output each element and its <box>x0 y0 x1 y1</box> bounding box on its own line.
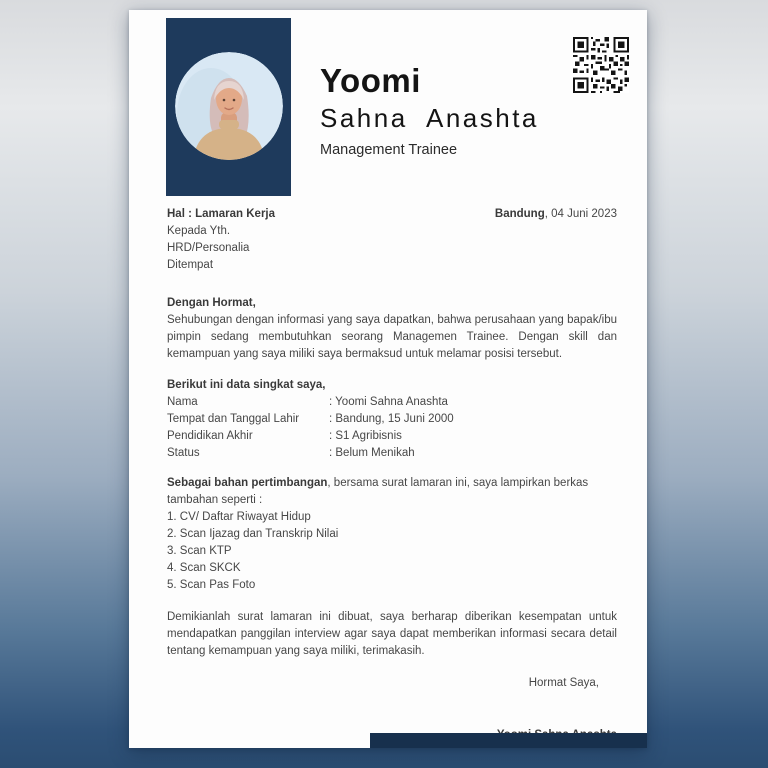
attachments-lead-bold: Sebagai bahan pertimbangan <box>167 477 328 489</box>
subject-line: Hal : Lamaran Kerja <box>167 208 276 220</box>
bio-label: Tempat dan Tanggal Lahir <box>167 413 300 425</box>
attachment-item: 3. Scan KTP <box>167 545 232 557</box>
recipient-line: Kepada Yth. <box>167 225 231 237</box>
place-date-line <box>495 206 617 223</box>
bio-label: Pendidikan Akhir <box>167 430 253 442</box>
letter-body <box>167 206 617 744</box>
attachment-item: 5. Scan Pas Foto <box>167 579 256 591</box>
bio-row <box>167 428 617 445</box>
attachment-item: 2. Scan Ijazag dan Transkrip Nilai <box>167 528 339 540</box>
bio-intro: Berikut ini data singkat saya, <box>167 379 326 391</box>
attachments-lead-rest: , bersama surat lamaran ini, saya lampirkan berkas tambahan seperti : <box>167 477 589 506</box>
recipient-line: Ditempat <box>167 259 214 271</box>
qr-code-icon <box>573 37 629 93</box>
salutation: Dengan Hormat, <box>167 297 256 309</box>
closing-paragraph: Demikianlah surat lamaran ini dibuat, saya berharap diberikan kesempatan untuk mendapatkan panggilan interview agar saya dapat memberikan informasi secara detail tentang kemampuan yang saya miliki, terimakasih. <box>167 611 617 657</box>
attachments-lead <box>167 475 617 509</box>
bio-row <box>167 445 617 462</box>
profile-photo-illustration <box>175 52 283 160</box>
footer-accent-bar <box>370 733 647 748</box>
opening-section <box>167 295 617 363</box>
letter-page <box>129 10 647 748</box>
bio-value: : Yoomi Sahna Anashta <box>329 396 448 408</box>
bio-value: : Belum Menikah <box>329 447 415 459</box>
place: Bandung <box>494 208 545 220</box>
bio-row <box>167 394 617 411</box>
first-name: Yoomi <box>320 62 421 99</box>
photo-header-block <box>166 18 291 196</box>
bio-value: : Bandung, 15 Juni 2000 <box>329 413 454 425</box>
closing-salutation: Hormat Saya, <box>528 677 599 689</box>
opening-paragraph: Sehubungan dengan informasi yang saya dapatkan, bahwa perusahaan yang bapak/ibu pimpin sedang membutuhkan seorang Managemen Trainee. Dengan skill dan kemampuan yang saya miliki saya bermaksud untuk melamar posisi tersebut. <box>167 314 617 360</box>
recipient-line: HRD/Personalia <box>167 242 250 254</box>
bio-label: Status <box>167 447 200 459</box>
subject-row <box>167 206 617 223</box>
last-name: Sahna Anashta <box>320 103 539 133</box>
date: , 04 Juni 2023 <box>544 208 617 220</box>
job-title: Management Trainee <box>320 142 458 158</box>
name-header <box>320 62 539 158</box>
bio-section <box>167 377 617 462</box>
bio-value: : S1 Agribisnis <box>329 430 402 442</box>
attachment-item: 1. CV/ Daftar Riwayat Hidup <box>167 511 311 523</box>
attachments-section <box>167 475 617 594</box>
attachment-item: 4. Scan SKCK <box>167 562 241 574</box>
bio-label: Nama <box>167 396 198 408</box>
profile-photo <box>175 52 283 160</box>
bio-row <box>167 411 617 428</box>
